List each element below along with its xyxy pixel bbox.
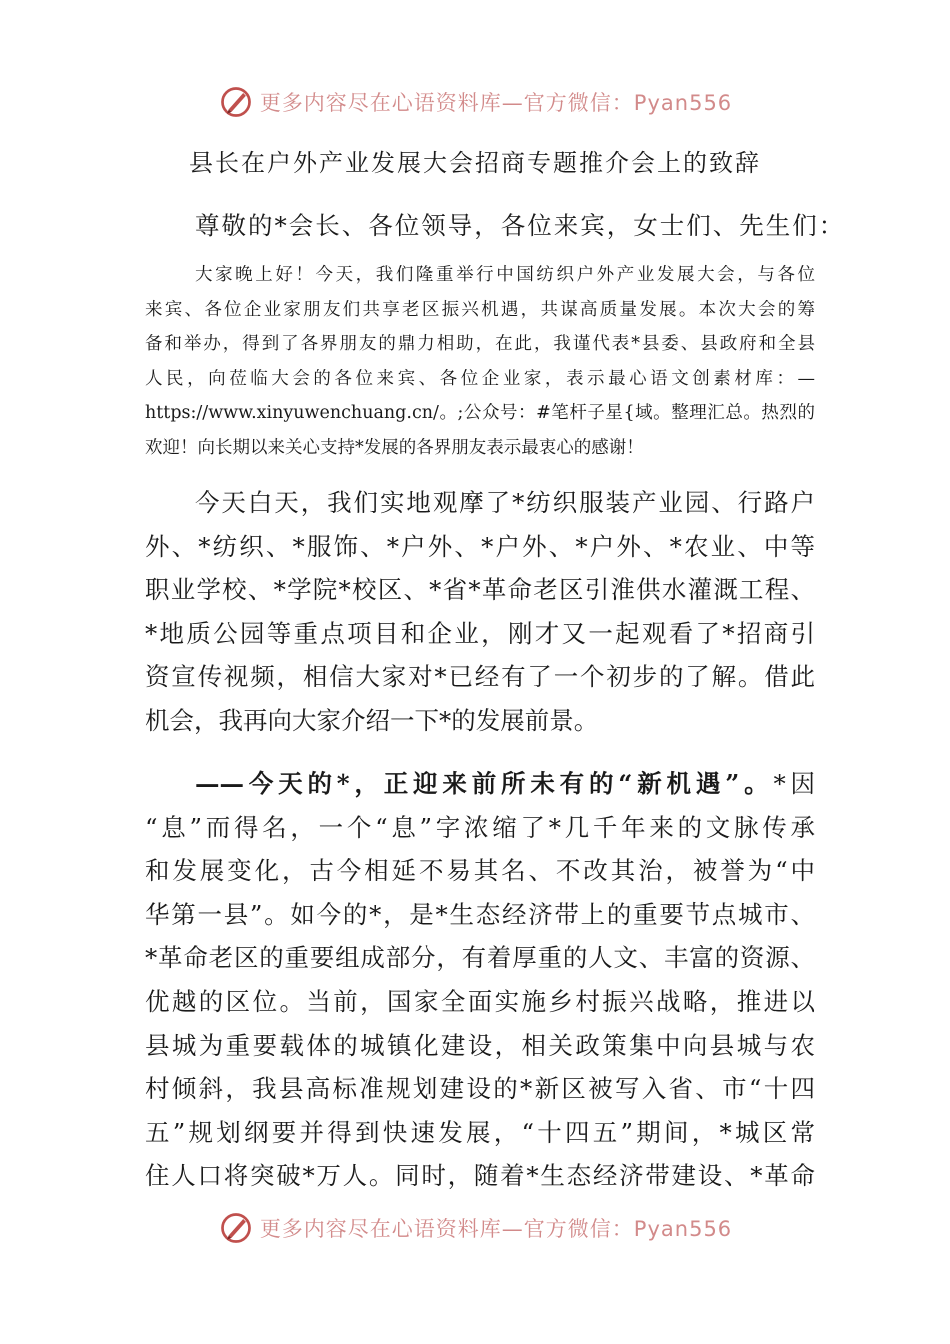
text-line: 来宾、各位企业家朋友们共享老区振兴机遇，共谋高质量发展。本次大会的筹 xyxy=(145,299,815,320)
watermark-text: 更多内容尽在心语资料库—官方微信：Pyan556 xyxy=(259,91,733,115)
text-line: 大家晚上好！今天，我们隆重举行中国纺织户外产业发展大会，与各位 xyxy=(195,265,815,285)
text-line: *革命老区的重要组成部分，有着厚重的人文、丰富的资源、 xyxy=(145,943,815,973)
text-line: 县城为重要载体的城镇化建设，相关政策集中向县城与农 xyxy=(145,1030,815,1060)
text-line: “息”而得名，一个“息”字浓缩了*几千年来的文脉传承 xyxy=(145,812,815,842)
text-line: 欢迎！向长期以来关心支持*发展的各界朋友表示最衷心的感谢！ xyxy=(145,437,644,458)
watermark-footer xyxy=(0,1208,950,1248)
body-paragraph-1 xyxy=(145,481,815,743)
text-line: https://www.xinyuwenchuang.cn/。;公众号：#笔杆子星{域。整理汇总。热烈的 xyxy=(145,403,815,423)
heading-tail: *因 xyxy=(773,769,815,798)
text-line: 和发展变化，古今相延不易其名、不改其治，被誉为“中 xyxy=(145,856,815,886)
text-line: 住人口将突破*万人。同时，随着*生态经济带建设、*革命 xyxy=(145,1161,815,1191)
watermark-text: 更多内容尽在心语资料库—官方微信：Pyan556 xyxy=(259,1217,733,1241)
watermark-header xyxy=(0,82,950,122)
text-line: 资宣传视频，相信大家对*已经有了一个初步的了解。借此 xyxy=(145,662,815,692)
text-line: 今天白天，我们实地观摩了*纺织服装产业园、行路户 xyxy=(195,488,815,517)
text-line: 五”规划纲要并得到快速发展，“十四五”期间，*城区常 xyxy=(145,1117,815,1147)
pen-logo-icon xyxy=(218,84,254,120)
text-line: 人民，向莅临大会的各位来宾、各位企业家，表示最心语文创素材库：— xyxy=(145,368,815,389)
text-line: 优越的区位。当前，国家全面实施乡村振兴战略，推进以 xyxy=(145,986,815,1016)
text-line: 村倾斜，我县高标准规划建设的*新区被写入省、市“十四 xyxy=(145,1074,815,1104)
text-line: 外、*纺织、*服饰、*户外、*户外、*户外、*农业、中等 xyxy=(145,531,815,561)
document-title: 县长在户外产业发展大会招商专题推介会上的致辞 xyxy=(189,149,761,177)
pen-logo-icon xyxy=(218,1210,254,1246)
text-line: 华第一县”。如今的*，是*生态经济带上的重要节点城市、 xyxy=(145,899,815,929)
text-line: *地质公园等重点项目和企业，刚才又一起观看了*招商引 xyxy=(145,618,815,648)
intro-paragraph xyxy=(145,258,815,465)
text-line: 职业学校、*学院*校区、*省*革命老区引淮供水灌溉工程、 xyxy=(145,575,815,605)
text-line: 机会，我再向大家介绍一下*的发展前景。 xyxy=(145,705,599,735)
text-line: 备和举办，得到了各界朋友的鼎力相助，在此，我谨代表*县委、县政府和全县 xyxy=(145,334,815,354)
section-heading: ——今天的*，正迎来前所未有的“新机遇”。 xyxy=(195,769,774,798)
text-line xyxy=(145,762,815,806)
salutation: 尊敬的*会长、各位领导，各位来宾，女士们、先生们： xyxy=(195,211,846,240)
body-paragraph-2 xyxy=(145,762,815,1198)
